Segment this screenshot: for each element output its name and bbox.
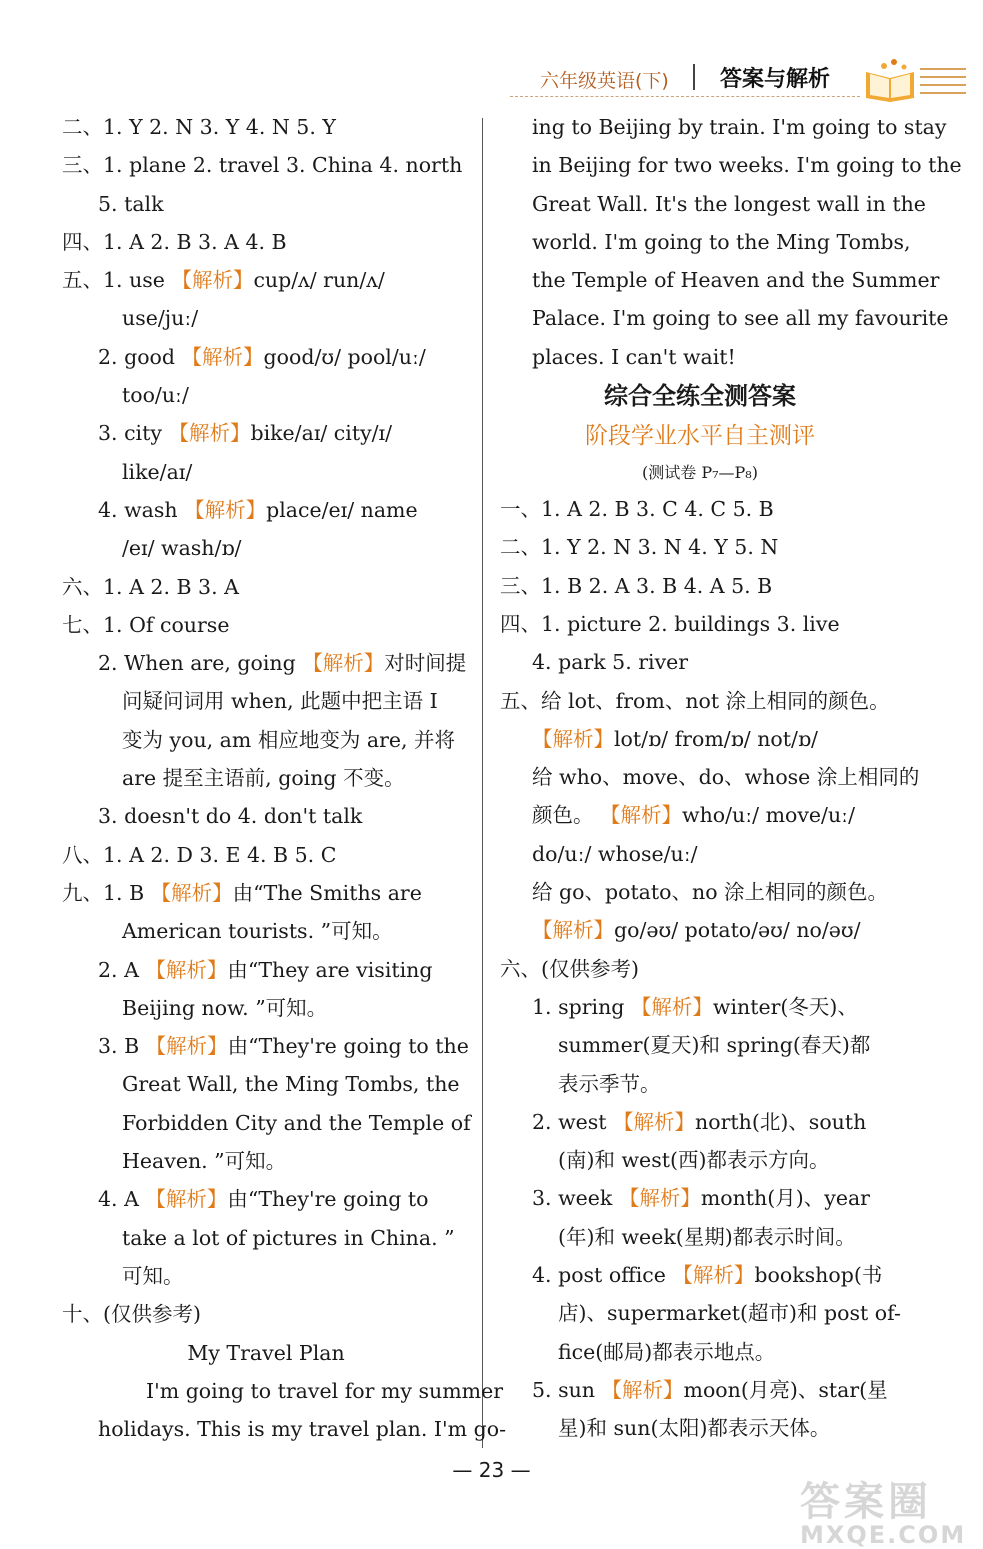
answer-text: 2. A: [98, 957, 146, 982]
open-book-icon: [862, 58, 918, 102]
answer-line: summer(夏天)和 spring(春天)都: [558, 1033, 871, 1058]
essay-line: places. I can't wait!: [532, 344, 736, 369]
answer-line: too/uː/: [122, 383, 189, 408]
answer-line: (年)和 week(星期)都表示时间。: [558, 1224, 856, 1249]
analysis-tag: 【解析】: [532, 726, 614, 751]
answer-line: [62, 644, 470, 682]
header-deco-lines: [920, 68, 966, 100]
analysis-text: moon(月亮)、star(星: [683, 1377, 888, 1402]
analysis-tag: 【解析】: [145, 1187, 228, 1212]
analysis-text: lot/ɒ/ from/ɒ/ not/ɒ/: [614, 726, 818, 751]
answer-text: 3. B: [98, 1034, 146, 1059]
answer-line: holidays. This is my travel plan. I'm go-: [98, 1417, 506, 1442]
column-divider: [482, 118, 483, 1448]
answer-line: [62, 1180, 470, 1218]
travel-plan-continued: [500, 108, 962, 376]
answer-line: [500, 720, 900, 758]
answer-line: Forbidden City and the Temple of: [122, 1110, 471, 1135]
header-title: 答案与解析: [720, 67, 831, 92]
answer-line: 六、(仅供参考): [500, 956, 639, 981]
right-column: [500, 108, 962, 1448]
analysis-text: cup/ʌ/ run/ʌ/: [253, 268, 385, 293]
analysis-text: 由“The Smiths are: [232, 880, 422, 905]
watermark-bottom: MXQE.COM: [800, 1521, 967, 1549]
answer-line: 星)和 sun(太阳)都表示天体。: [558, 1416, 831, 1441]
analysis-text: who/uː/ move/uː/: [682, 803, 855, 828]
analysis-text: month(月)、year: [700, 1186, 870, 1211]
answer-line: fice(邮局)都表示地点。: [558, 1339, 776, 1364]
analysis-tag: 【解析】: [168, 421, 251, 446]
answer-line: [500, 1371, 900, 1409]
answer-line: 四、1. A 2. B 3. A 4. B: [62, 229, 287, 254]
answer-line: 表示季节。: [558, 1071, 661, 1096]
analysis-tag: 【解析】: [184, 497, 267, 522]
essay-line: world. I'm going to the Ming Tombs,: [532, 229, 911, 254]
answer-line: take a lot of pictures in China. ”: [122, 1225, 455, 1250]
answer-line: 问疑问词用 when, 此题中把主语 I: [122, 689, 438, 714]
watermark-logo: [800, 1470, 980, 1549]
answer-line: I'm going to travel for my summer: [146, 1378, 504, 1403]
analysis-tag: 【解析】: [532, 918, 614, 943]
answer-line: do/uː/ whose/uː/: [532, 841, 698, 866]
answer-line: [62, 1027, 470, 1065]
analysis-tag: 【解析】: [601, 1377, 684, 1402]
analysis-tag: 【解析】: [618, 1186, 701, 1211]
answer-line: (南)和 west(西)都表示方向。: [558, 1148, 830, 1173]
answer-line: 5. talk: [98, 191, 164, 216]
answer-line: [62, 491, 470, 529]
analysis-tag: 【解析】: [150, 880, 233, 905]
answer-line: 四、1. picture 2. buildings 3. live: [500, 611, 840, 636]
answer-text: 2. west: [532, 1109, 614, 1134]
answer-line: [500, 988, 900, 1026]
analysis-text: go/əʊ/ potato/əʊ/ no/əʊ/: [614, 918, 861, 943]
analysis-text: 由“They are visiting: [227, 957, 433, 982]
answer-line: 七、1. Of course: [62, 612, 230, 637]
answer-line: /eɪ/ wash/ɒ/: [122, 536, 242, 561]
answer-line: are 提至主语前, going 不变。: [122, 766, 405, 791]
answer-line: [500, 1179, 900, 1217]
essay-line: the Temple of Heaven and the Summer: [532, 268, 940, 293]
answer-text: 4. wash: [98, 497, 185, 522]
answer-line: like/aɪ/: [122, 459, 193, 484]
answer-text: 3. week: [532, 1186, 619, 1211]
analysis-tag: 【解析】: [145, 1034, 228, 1059]
test-answers: [500, 490, 920, 1447]
answer-line: [62, 261, 470, 299]
essay-line: in Beijing for two weeks. I'm going to the: [532, 153, 962, 178]
answer-text: 九、1. B: [62, 880, 151, 905]
answer-line: [62, 874, 470, 912]
answer-line: 二、1. Y 2. N 3. N 4. Y 5. N: [500, 535, 779, 560]
section-title: 综合全练全测答案: [604, 382, 796, 411]
analysis-tag: 【解析】: [630, 994, 713, 1019]
answer-line: 一、1. A 2. B 3. C 4. C 5. B: [500, 497, 774, 522]
analysis-tag: 【解析】: [600, 803, 683, 828]
analysis-text: 由“They're going to the: [227, 1034, 469, 1059]
answer-line: use/juː/: [122, 306, 199, 331]
section-subtitle: 阶段学业水平自主测评: [585, 423, 815, 450]
answer-text: 4. post office: [532, 1263, 673, 1288]
answer-text: 3. city: [98, 421, 169, 446]
analysis-text: bike/aɪ/ city/ɪ/: [250, 421, 393, 446]
answer-line: [500, 1256, 900, 1294]
header-grade: 六年级英语(下): [540, 70, 669, 92]
answer-line: 八、1. A 2. D 3. E 4. B 5. C: [62, 842, 337, 867]
answer-line: Great Wall, the Ming Tombs, the: [122, 1072, 460, 1097]
analysis-tag: 【解析】: [145, 957, 228, 982]
left-column: [62, 108, 506, 1448]
answer-text: 2. good: [98, 344, 182, 369]
answer-line: American tourists. ”可知。: [122, 919, 393, 944]
answer-line: 三、1. B 2. A 3. B 4. A 5. B: [500, 573, 773, 598]
answer-line: 给 who、move、do、whose 涂上相同的: [532, 765, 920, 790]
answer-line: 可知。: [122, 1263, 184, 1288]
page-header: [500, 58, 970, 106]
essay-line: ing to Beijing by train. I'm going to stay: [532, 115, 947, 139]
answer-line: [62, 338, 470, 376]
analysis-text: north(北)、south: [695, 1109, 867, 1134]
answer-line: 给 go、potato、no 涂上相同的颜色。: [532, 880, 889, 905]
answer-line: 店)、supermarket(超市)和 post of-: [558, 1301, 901, 1326]
analysis-tag: 【解析】: [302, 651, 385, 676]
header-separator: [693, 64, 695, 90]
watermark-top: 答案圈: [800, 1479, 932, 1525]
answer-line: [500, 796, 900, 834]
answer-line: [500, 1103, 900, 1141]
analysis-text: 对时间提: [384, 651, 467, 676]
essay-line: Great Wall. It's the longest wall in the: [532, 191, 926, 216]
analysis-text: bookshop(书: [754, 1263, 883, 1288]
answer-line: 六、1. A 2. B 3. A: [62, 574, 239, 599]
analysis-text: place/eɪ/ name: [266, 497, 418, 522]
analysis-tag: 【解析】: [181, 344, 264, 369]
answer-line: 五、给 lot、from、not 涂上相同的颜色。: [500, 688, 890, 713]
analysis-tag: 【解析】: [171, 268, 254, 293]
page-number: — 23 —: [452, 1458, 531, 1482]
answer-line: My Travel Plan: [187, 1340, 345, 1365]
answer-line: 三、1. plane 2. travel 3. China 4. north: [62, 153, 463, 178]
analysis-text: good/ʊ/ pool/uː/: [263, 344, 426, 369]
answer-line: [62, 951, 470, 989]
answer-line: 二、1. Y 2. N 3. Y 4. N 5. Y: [62, 115, 336, 139]
answer-text: 2. When are, going: [98, 651, 303, 676]
answer-line: 十、(仅供参考): [62, 1302, 201, 1327]
answer-line: Heaven. ”可知。: [122, 1149, 287, 1174]
answer-text: 颜色。: [532, 803, 601, 828]
analysis-text: winter(冬天)、: [712, 994, 858, 1019]
answer-line: 4. park 5. river: [532, 650, 689, 675]
section-note: (测试卷 P₇—P₈): [642, 463, 758, 483]
answer-line: 3. doesn't do 4. don't talk: [98, 804, 363, 829]
answer-line: [500, 911, 900, 949]
answer-line: Beijing now. ”可知。: [122, 995, 328, 1020]
analysis-tag: 【解析】: [613, 1109, 696, 1134]
answer-line: [62, 414, 470, 452]
answer-text: 4. A: [98, 1187, 146, 1212]
header-rule: [510, 96, 860, 98]
answer-line: 变为 you, am 相应地变为 are, 并将: [122, 727, 456, 752]
answer-text: 五、1. use: [62, 268, 172, 293]
essay-line: Palace. I'm going to see all my favourite: [532, 306, 949, 331]
answer-text: 5. sun: [532, 1377, 602, 1402]
analysis-text: 由“They're going to: [227, 1187, 429, 1212]
answer-text: 1. spring: [532, 994, 631, 1019]
analysis-tag: 【解析】: [672, 1263, 755, 1288]
